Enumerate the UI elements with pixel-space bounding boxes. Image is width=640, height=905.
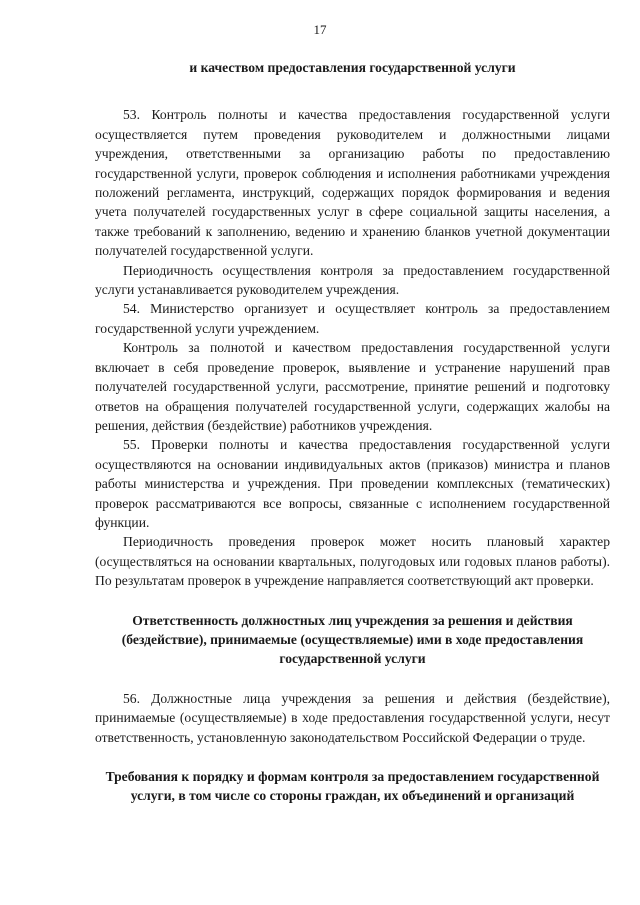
paragraph-periodicity-2: Периодичность проведения проверок может носить плановый характер (осуществляться на основании квартальных, полугодовых или годовых планов работы). По результатам проверок в учреждение направляется соответствующий акт проверки. bbox=[95, 534, 610, 589]
paragraph-53: 53. Контроль полноты и качества предоставления государственной услуги осуществляется путем проведения руководителем и должностными лицами учреждения, ответственными за организацию работы по предоставлению государственной услуги, проверок соблюдения и исполнения работниками учреждения положений регламента, инструкций, содержащих порядок формирования и ведения учета получателей государственных услуг в сфере социальной защиты населения, а также требований к заполнению, ведению и хранению бланков учетной документации получателей государственной услуги. bbox=[95, 107, 610, 259]
document-body bbox=[95, 58, 610, 806]
section-heading-responsibility: Ответственность должностных лиц учреждения за решения и действия (бездействие), принимаемые (осуществляемые) ими в ходе предоставления государственной услуги bbox=[121, 612, 584, 667]
paragraph-periodicity-1: Периодичность осуществления контроля за предоставлением государственной услуги устанавливается руководителем учреждения. bbox=[95, 262, 610, 298]
paragraph-54: 54. Министерство организует и осуществляет контроль за предоставлением государственной услуги учреждением. bbox=[95, 301, 610, 336]
page-number: 17 bbox=[313, 22, 327, 37]
section-heading-control-requirements: Требования к порядку и формам контроля за предоставлением государственной услуги, в том числе со стороны граждан, их объединений и организаций bbox=[105, 769, 600, 804]
paragraph-55: 55. Проверки полноты и качества предоставления государственной услуги осуществляются на основании индивидуальных актов (приказов) министра и планов работы министерства и учреждения. При проведении комплексных (тематических) проверок рассматриваются все вопросы, связанные с исполнением государственной функции. bbox=[95, 437, 610, 530]
section-heading-quality-control: и качеством предоставления государственной услуги bbox=[189, 60, 516, 75]
paragraph-control-scope: Контроль за полнотой и качеством предоставления государственной услуги включает в себя проведение проверок, выявление и устранение нарушений прав получателей государственной услуги, рассмотрение, принятие решений и подготовку ответов на обращения получателей государственной услуги, содержащих жалобы на решения, действия (бездействие) работников учреждения. bbox=[95, 340, 610, 433]
paragraph-56: 56. Должностные лица учреждения за решения и действия (бездействие), принимаемые (осуществляемые) в ходе предоставления государственной услуги, несут ответственность, установленную законодательством Российской Федерации о труде. bbox=[95, 690, 610, 745]
